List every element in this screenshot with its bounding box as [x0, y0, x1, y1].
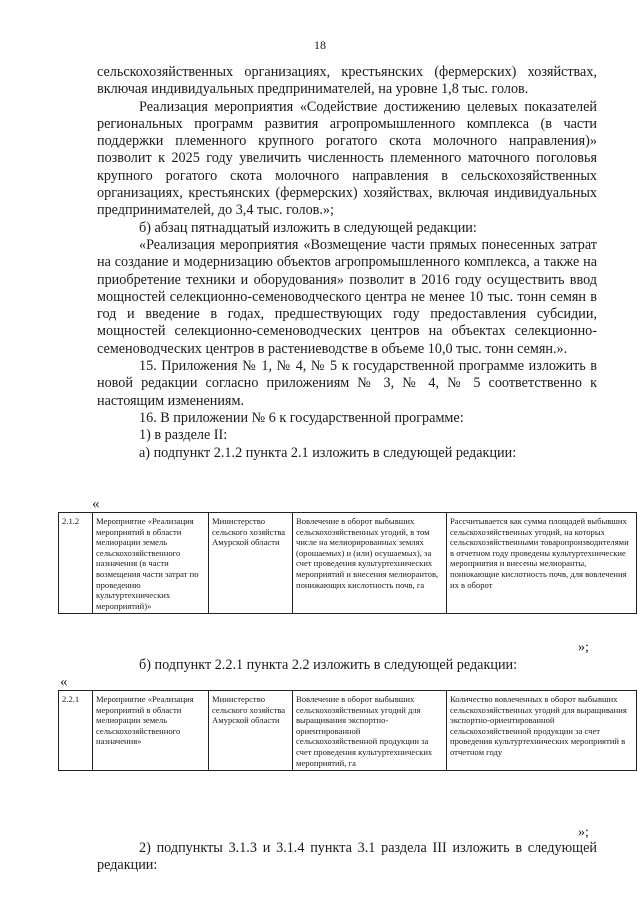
paragraph-a: а) подпункт 2.1.2 пункта 2.1 изложить в следующей редакции:	[139, 444, 517, 461]
cell-event: Мероприятие «Реализация мероприятий в области мелиорации земель сельскохозяйственного назначения (в части возмещения части затрат по проведению культуртехнических мероприятий)»	[93, 513, 209, 614]
cell-number: 2.1.2	[59, 513, 93, 614]
paragraph-1: 1) в разделе II:	[139, 427, 228, 444]
cell-result: Вовлечение в оборот выбывших сельскохозяйственных угодий для выращивания экспортно-ориентированной сельскохозяйственной продукции за счет проведения культуртехнических мероприятий, га	[293, 691, 447, 771]
cell-calculation: Рассчитывается как сумма площадей выбывших сельскохозяйственных угодий, на которых сельскохозяйственными товаропроизводителями в отчетном году проведены культуртехнические мероприятия и внесены мелиоранты, понижающие кислотность почв, для вовлечения их в оборот	[447, 513, 637, 614]
paragraph-b2: б) подпункт 2.2.1 пункта 2.2 изложить в следующей редакции:	[139, 657, 518, 673]
table-row	[59, 691, 637, 771]
text-bottom	[97, 840, 597, 875]
cell-ministry: Министерство сельского хозяйства Амурской области	[209, 513, 293, 614]
paragraph-realization-seed-center: «Реализация мероприятия «Возмещение части прямых понесенных затрат на создание и модернизацию объектов агропромышленного комплекса, а также на приобретение техники и оборудования» позволит в 2016 году осуществить ввод мощностей селекционно-семеноводческого центра не менее 10 тыс. тонн семян в год и введение в годах, предшествующих году предоставления субсидии, мощностей селекционно-семеноводческих центров на объектах селекционно-семеноводческих центров в растениеводстве в объеме 10,0 тыс. тонн семян.».	[97, 236, 597, 357]
open-quote-2: «	[60, 674, 68, 690]
table-row	[59, 513, 637, 614]
paragraph-realization-dairy: Реализация мероприятия «Содействие достижению целевых показателей региональных программ развития агропромышленного комплекса (в части поддержки племенного крупного рогатого скота молочного направления)» позволит к 2025 году увеличить численность племенного маточного поголовья крупного рогатого скота молочного направления в сельскохозяйственных организациях, крестьянских (фермерских) хозяйствах, включая индивидуальных предпринимателей, до 3,4 тыс. голов.»;	[97, 98, 597, 219]
paragraph-b: б) абзац пятнадцатый изложить в следующей редакции:	[139, 219, 477, 236]
paragraph-2: 2) подпункты 3.1.3 и 3.1.4 пункта 3.1 раздела III изложить в следующей редакции:	[97, 840, 597, 874]
cell-calculation: Количество вовлеченных в оборот выбывших сельскохозяйственных угодий для выращивания экспортно-ориентированной сельскохозяйственной продукции за счет проведения культуртехнических мероприятий в отчетном году	[447, 691, 637, 771]
paragraph-15: 15. Приложения № 1, № 4, № 5 к государственной программе изложить в новой редакции согласно приложениям № 3, № 4, № 5 соответственно к настоящим изменениям.	[97, 358, 597, 409]
table-subitem-2-2-1	[58, 690, 637, 771]
text-upper	[97, 64, 597, 462]
table-subitem-2-1-2	[58, 512, 637, 614]
close-quote-1: »;	[578, 640, 589, 655]
text-b2	[97, 657, 597, 674]
open-quote-1: «	[92, 496, 100, 512]
cell-result: Вовлечение в оборот выбывших сельскохозяйственных угодий, в том числе на мелиорированных землях (орошаемых) и (или) осушаемых), за счет проведения культуртехнических мероприятий и внесения мелиорантов, понижающих кислотность почв, га	[293, 513, 447, 614]
paragraph-continuation: сельскохозяйственных организациях, крестьянских (фермерских) хозяйствах, включая индивидуальных предпринимателей, на уровне 1,8 тыс. голов.	[97, 64, 597, 98]
close-quote-2: »;	[578, 825, 589, 840]
cell-event: Мероприятие «Реализация мероприятий в области мелиорации земель сельскохозяйственного назначения»	[93, 691, 209, 771]
page-number: 18	[314, 38, 326, 52]
paragraph-16: 16. В приложении № 6 к государственной программе:	[139, 409, 464, 426]
cell-number: 2.2.1	[59, 691, 93, 771]
cell-ministry: Министерство сельского хозяйства Амурской области	[209, 691, 293, 771]
